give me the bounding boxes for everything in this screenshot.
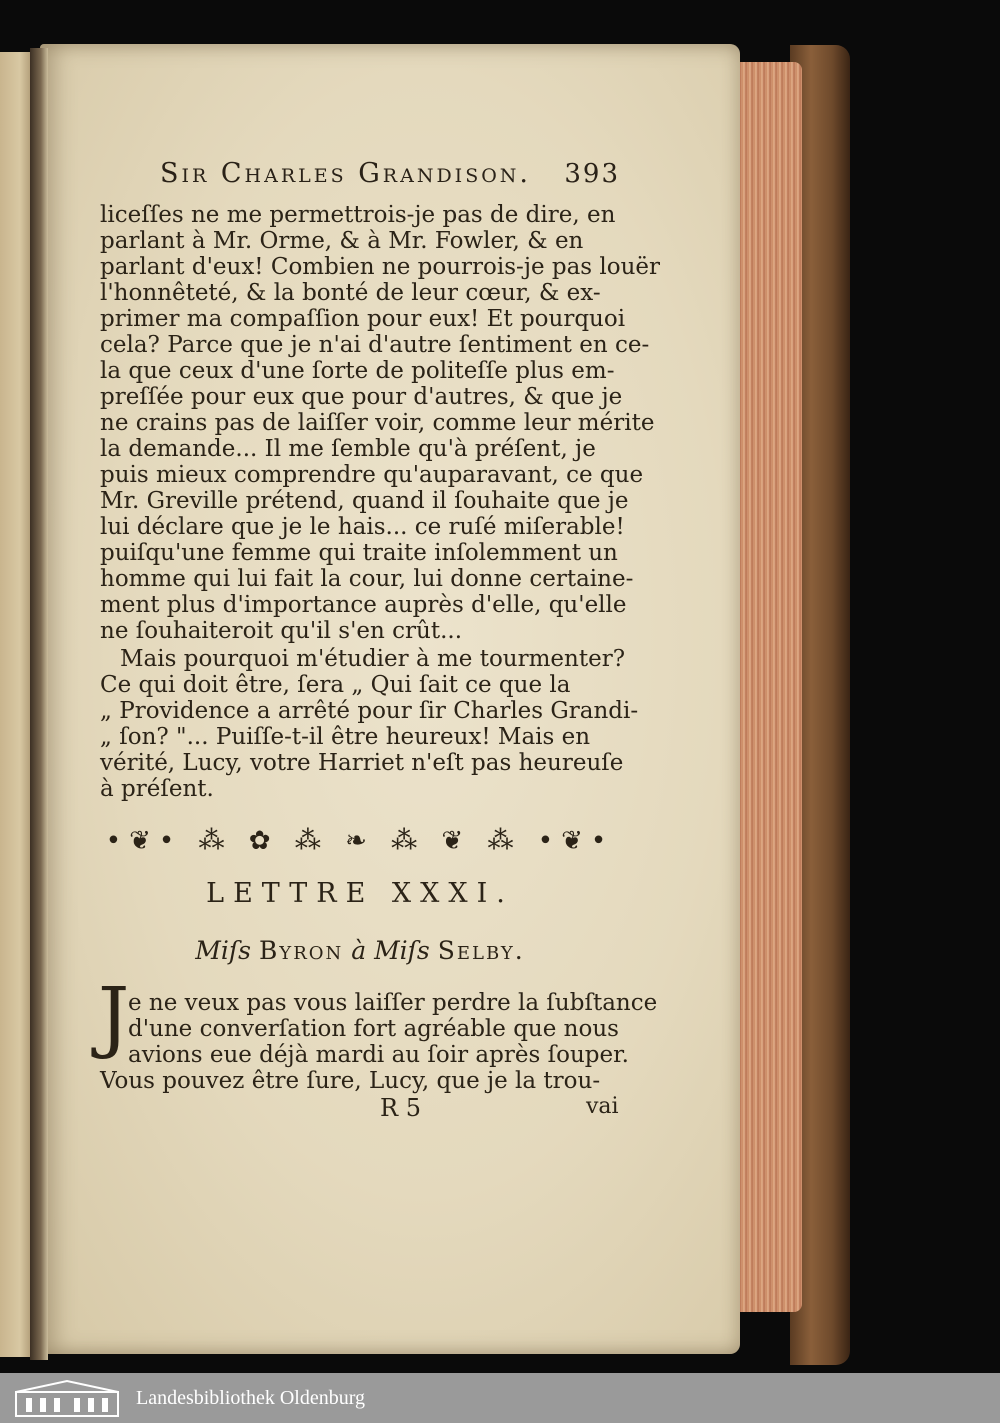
text-line: preſſée pour eux que pour d'autres, & que je xyxy=(100,384,623,410)
page-number: 393 xyxy=(564,159,620,189)
running-head-title: Sir Charles Grandison. xyxy=(160,158,531,189)
text-line: l'honnêteté, & la bonté de leur cœur, & ex- xyxy=(100,280,601,306)
drop-cap: J xyxy=(98,972,130,1062)
text-line: d'une converſation fort agréable que nous xyxy=(128,1016,619,1042)
text-line: la demande... Il me ſemble qu'à préſent, je xyxy=(100,436,596,462)
text-line: „ ſon? "... Puiſſe-t-il être heureux! Mais en xyxy=(100,724,591,750)
text-line: ne crains pas de laiſſer voir, comme leur mérite xyxy=(100,410,655,436)
text-line: Ce qui doit être, ſera „ Qui ſait ce que la xyxy=(100,672,571,698)
text-line: primer ma compaſſion pour eux! Et pourquoi xyxy=(100,306,626,332)
text-line: Mais pourquoi m'étudier à me tourmenter? xyxy=(120,646,626,672)
letter-heading: LETTRE XXXI. xyxy=(206,878,514,909)
text-line: liceſſes ne me permettrois-je pas de dire, en xyxy=(100,202,616,228)
subheading-from: Miſs xyxy=(195,936,251,965)
text-line: e ne veux pas vous laiſſer perdre la ſubſtance xyxy=(128,990,658,1016)
text-line: Vous pouvez être ſure, Lucy, que je la trou- xyxy=(100,1068,601,1094)
text-line: parlant d'eux! Combien ne pourrois-je pas louër xyxy=(100,254,661,280)
text-line: vérité, Lucy, votre Harriet n'eſt pas heureuſe xyxy=(100,750,624,776)
text-line: puiſqu'une femme qui traite inſolemment un xyxy=(100,540,618,566)
text-line: ment plus d'importance auprès d'elle, qu'elle xyxy=(100,592,627,618)
page-edges xyxy=(730,62,802,1312)
text-line: à préſent. xyxy=(100,776,214,802)
subheading-to-name: Selby. xyxy=(437,936,525,965)
binding-gutter xyxy=(30,48,48,1360)
running-head xyxy=(160,158,620,192)
typographic-ornament: •❦• ⁂ ✿ ⁂ ❧ ⁂ ❦ ⁂ •❦• xyxy=(105,826,615,856)
text-line: la que ceux d'une ſorte de politeſſe plus em- xyxy=(100,358,615,384)
signature-mark: R 5 xyxy=(380,1094,421,1122)
text-line: cela? Parce que je n'ai d'autre ſentiment en ce- xyxy=(100,332,650,358)
subheading-from-name: Byron xyxy=(258,936,344,965)
text-line: „ Providence a arrêté pour ſir Charles Grandi- xyxy=(100,698,639,724)
text-line: Mr. Greville prétend, quand il ſouhaite que je xyxy=(100,488,629,514)
library-building-icon xyxy=(12,1378,122,1418)
footer-bar xyxy=(0,1373,1000,1423)
catchword: vai xyxy=(586,1094,619,1119)
letter-subheading xyxy=(100,936,620,965)
text-line: parlant à Mr. Orme, & à Mr. Fowler, & en xyxy=(100,228,584,254)
text-line: ne ſouhaiteroit qu'il s'en crût... xyxy=(100,618,463,644)
text-line: puis mieux comprendre qu'auparavant, ce que xyxy=(100,462,644,488)
library-name: Landesbibliothek Oldenburg xyxy=(136,1386,366,1409)
text-line: lui déclare que je le hais... ce ruſé miſerable! xyxy=(100,514,625,540)
text-line: avions eue déjà mardi au ſoir après ſouper. xyxy=(128,1042,629,1068)
subheading-to: Miſs xyxy=(374,936,430,965)
subheading-to-prefix: à xyxy=(351,936,367,965)
text-line: homme qui lui fait la cour, lui donne certaine- xyxy=(100,566,634,592)
